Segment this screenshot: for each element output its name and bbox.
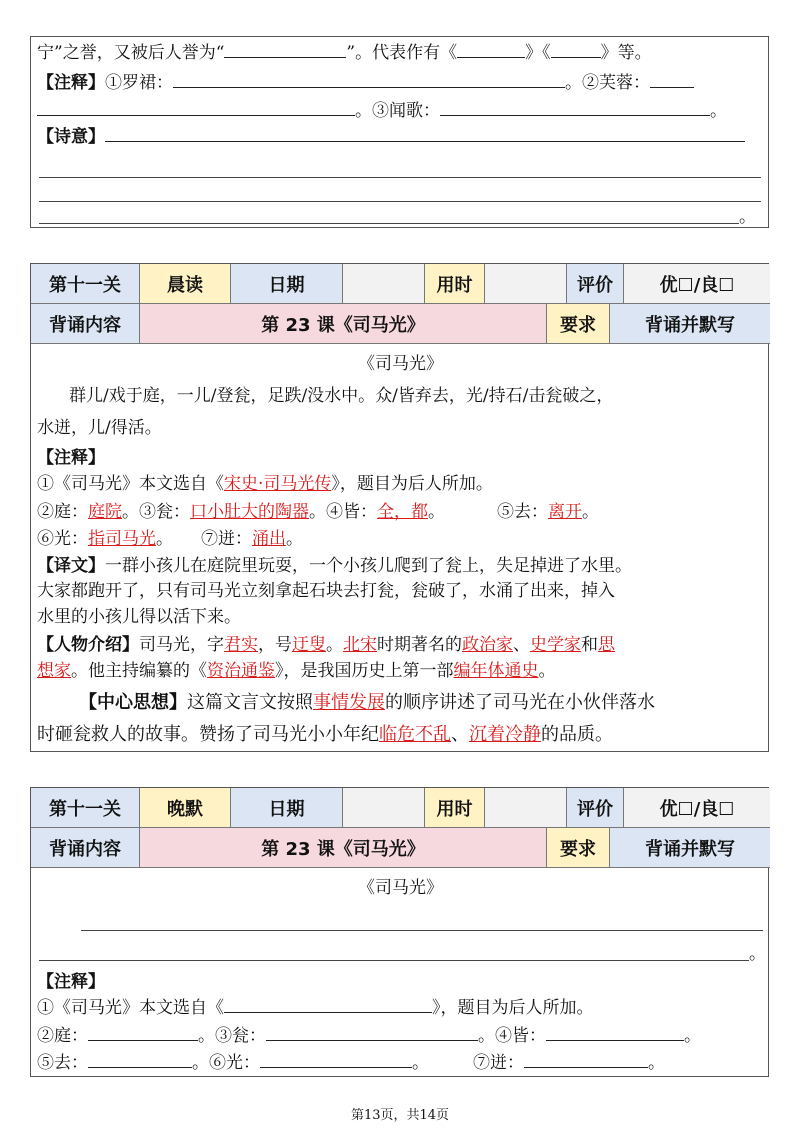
period: 。 (739, 207, 756, 227)
translation-line-2: 大家都跑开了，只有司马光立刻拿起石块去打瓮，瓮破了，水涌了出来，掉入 (37, 581, 615, 601)
morning-reading-card (30, 263, 769, 752)
date-input[interactable] (343, 788, 425, 828)
fill-blank[interactable] (650, 71, 694, 88)
fill-blank[interactable] (37, 99, 355, 116)
fill-blank[interactable] (440, 99, 710, 116)
poet-intro-line: 宁”之誉，又被后人誉为“ ”。代表作有《 》《 》等。 (37, 43, 652, 63)
classical-text-line-2: 水迸，儿/得活。 (37, 418, 162, 438)
time-input[interactable] (485, 788, 567, 828)
level-cell: 第十一关 (31, 264, 140, 304)
fill-blank[interactable] (173, 71, 565, 88)
person-intro-line-2: 想家。他主持编纂的《资治通鉴》，是我国历史上第一部编年体通史。 (37, 661, 556, 681)
requirement-label: 要求 (547, 828, 610, 868)
content-label: 背诵内容 (31, 828, 140, 868)
mode-cell: 晨读 (140, 264, 231, 304)
requirement-value: 背诵并默写 (610, 304, 770, 344)
time-label: 用时 (425, 788, 485, 828)
writing-line[interactable] (81, 930, 763, 931)
meaning-label: 【诗意】 (37, 127, 105, 147)
note-1: ①《司马光》本文选自《宋史·司马光传》，题目为后人所加。 (37, 474, 493, 494)
fill-blank[interactable] (88, 1051, 192, 1068)
date-label: 日期 (231, 264, 343, 304)
writing-line[interactable] (39, 960, 749, 961)
note-3: ⑥光：指司马光。 ⑦迸：涌出。 (37, 529, 303, 549)
note-3: ⑤去： 。⑥光： 。 ⑦迸： 。 (37, 1053, 665, 1073)
writing-line[interactable] (39, 177, 761, 178)
central-idea-line-2: 时砸瓮救人的故事。赞扬了司马光小小年纪临危不乱、沉着冷静的品质。 (37, 724, 613, 745)
notes-label: 【注释】 (37, 448, 105, 468)
rating-options[interactable]: 优☐/良☐ (624, 788, 770, 828)
person-intro-line-1: 【人物介绍】司马光，字君实，号迂叟。北宋时期著名的政治家、史学家和思 (37, 635, 615, 655)
text-title: 《司马光》 (358, 354, 443, 374)
rating-options[interactable]: 优☐/良☐ (624, 264, 770, 304)
answer: 宋史·司马光传 (224, 474, 332, 494)
requirement-label: 要求 (547, 304, 610, 344)
note-2: ②庭：庭院。③瓮：口小肚大的陶器。④皆：全，都。 ⑤去：离开。 (37, 502, 599, 522)
writing-line[interactable] (39, 201, 761, 202)
classical-text-line-1: 群儿/戏于庭，一儿/登瓮，足跌/没水中。众/皆弃去，光/持石/击瓮破之， (69, 386, 614, 406)
mode-cell: 晚默 (140, 788, 231, 828)
fill-blank[interactable] (266, 1024, 478, 1041)
period: 。 (749, 944, 766, 964)
fill-blank[interactable] (105, 125, 745, 142)
fill-blank[interactable] (88, 1024, 198, 1041)
evening-dictation-card (30, 787, 769, 1077)
card-header (31, 788, 768, 868)
time-input[interactable] (485, 264, 567, 304)
fill-blank[interactable] (224, 996, 432, 1013)
poem-section-top (30, 36, 769, 228)
note-1: ①《司马光》本文选自《 》，题目为后人所加。 (37, 998, 594, 1018)
rating-label: 评价 (567, 788, 624, 828)
fill-blank[interactable] (546, 1024, 684, 1041)
notes-label: 【注释】 (37, 972, 105, 992)
fill-blank[interactable] (457, 41, 525, 58)
lesson-title: 第 23 课《司马光》 (140, 828, 547, 868)
notes-line: 【注释】①罗裙： 。②芙蓉： (37, 71, 694, 95)
level-cell: 第十一关 (31, 788, 140, 828)
date-label: 日期 (231, 788, 343, 828)
central-idea-line-1: 【中心思想】这篇文言文按照事情发展的顺序讲述了司马光在小伙伴落水 (79, 692, 655, 713)
lesson-title: 第 23 课《司马光》 (140, 304, 547, 344)
translation-line-1: 【译文】一群小孩儿在庭院里玩耍，一个小孩儿爬到了瓮上，失足掉进了水里。 (37, 556, 632, 576)
page-footer: 第13页，共14页 (350, 1108, 450, 1123)
date-input[interactable] (343, 264, 425, 304)
requirement-value: 背诵并默写 (610, 828, 770, 868)
writing-line[interactable] (39, 223, 739, 224)
fill-blank[interactable] (524, 1051, 648, 1068)
note-2: ②庭： 。③瓮： 。④皆： 。 (37, 1026, 701, 1046)
notes-label: 【注释】 (37, 73, 105, 93)
fill-blank[interactable] (551, 41, 601, 58)
time-label: 用时 (425, 264, 485, 304)
content-label: 背诵内容 (31, 304, 140, 344)
text-title: 《司马光》 (358, 878, 443, 898)
fill-blank[interactable] (260, 1051, 412, 1068)
notes-line-2: 。③闻歌： 。 (37, 99, 727, 123)
translation-line-3: 水里的小孩儿得以活下来。 (37, 607, 241, 627)
card-header (31, 264, 768, 344)
fill-blank[interactable] (224, 41, 346, 58)
rating-label: 评价 (567, 264, 624, 304)
meaning-line (37, 125, 745, 149)
